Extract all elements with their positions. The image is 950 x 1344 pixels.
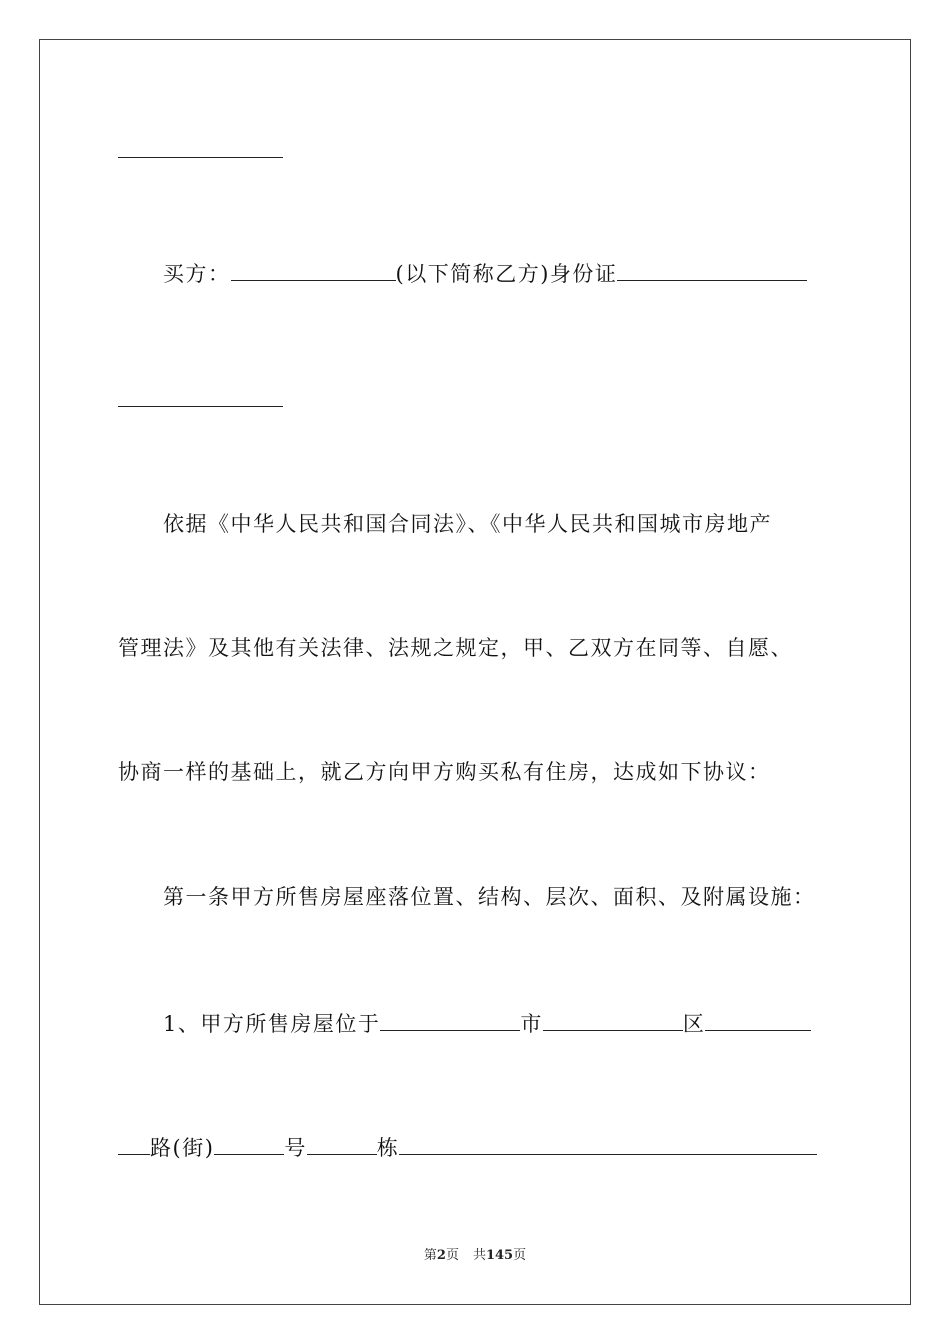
item-1-prefix: 1、甲方所售房屋位于 [163, 1012, 381, 1036]
page-footer [0, 1247, 950, 1265]
page-number: 2 [436, 1248, 446, 1263]
buyer-alias-text: (以下简称乙方)身份证 [395, 262, 618, 286]
number-field[interactable] [214, 1132, 284, 1155]
street-field[interactable] [705, 1008, 811, 1031]
buyer-line [163, 258, 836, 288]
city-field[interactable] [380, 1008, 520, 1031]
buyer-name-field[interactable] [231, 258, 396, 281]
total-suffix: 页 [513, 1248, 527, 1263]
blank-line-buyer-continued[interactable] [118, 406, 283, 407]
number-label: 号 [284, 1136, 307, 1160]
page-border [39, 39, 911, 1305]
building-detail-field[interactable] [399, 1132, 817, 1155]
building-field[interactable] [307, 1132, 377, 1155]
district-label: 区 [682, 1012, 706, 1036]
total-pages: 145 [485, 1248, 514, 1263]
article-1-heading: 第一条甲方所售房屋座落位置、结构、层次、面积、及附属设施： [163, 885, 816, 909]
paragraph-1-line-1: 依据《中华人民共和国合同法》、《中华人民共和国城市房地产 [163, 512, 772, 536]
buyer-id-field[interactable] [617, 258, 807, 281]
blank-line-top[interactable] [118, 157, 283, 158]
page-suffix: 页 [445, 1248, 459, 1263]
road-field[interactable] [118, 1132, 150, 1155]
road-label: 路(街) [150, 1136, 215, 1160]
address-line [118, 1132, 836, 1162]
paragraph-1-line-2: 管理法》及其他有关法律、法规之规定，甲、乙双方在同等、自愿、 [118, 636, 793, 660]
district-field[interactable] [543, 1008, 683, 1031]
total-prefix: 共 [472, 1248, 486, 1263]
item-1-line [163, 1008, 836, 1038]
city-label: 市 [520, 1012, 543, 1036]
building-label: 栋 [376, 1136, 400, 1160]
buyer-label: 买方： [163, 262, 231, 286]
page-prefix: 第 [423, 1248, 437, 1263]
paragraph-1-line-3: 协商一样的基础上，就乙方向甲方购买私有住房，达成如下协议： [118, 760, 771, 784]
